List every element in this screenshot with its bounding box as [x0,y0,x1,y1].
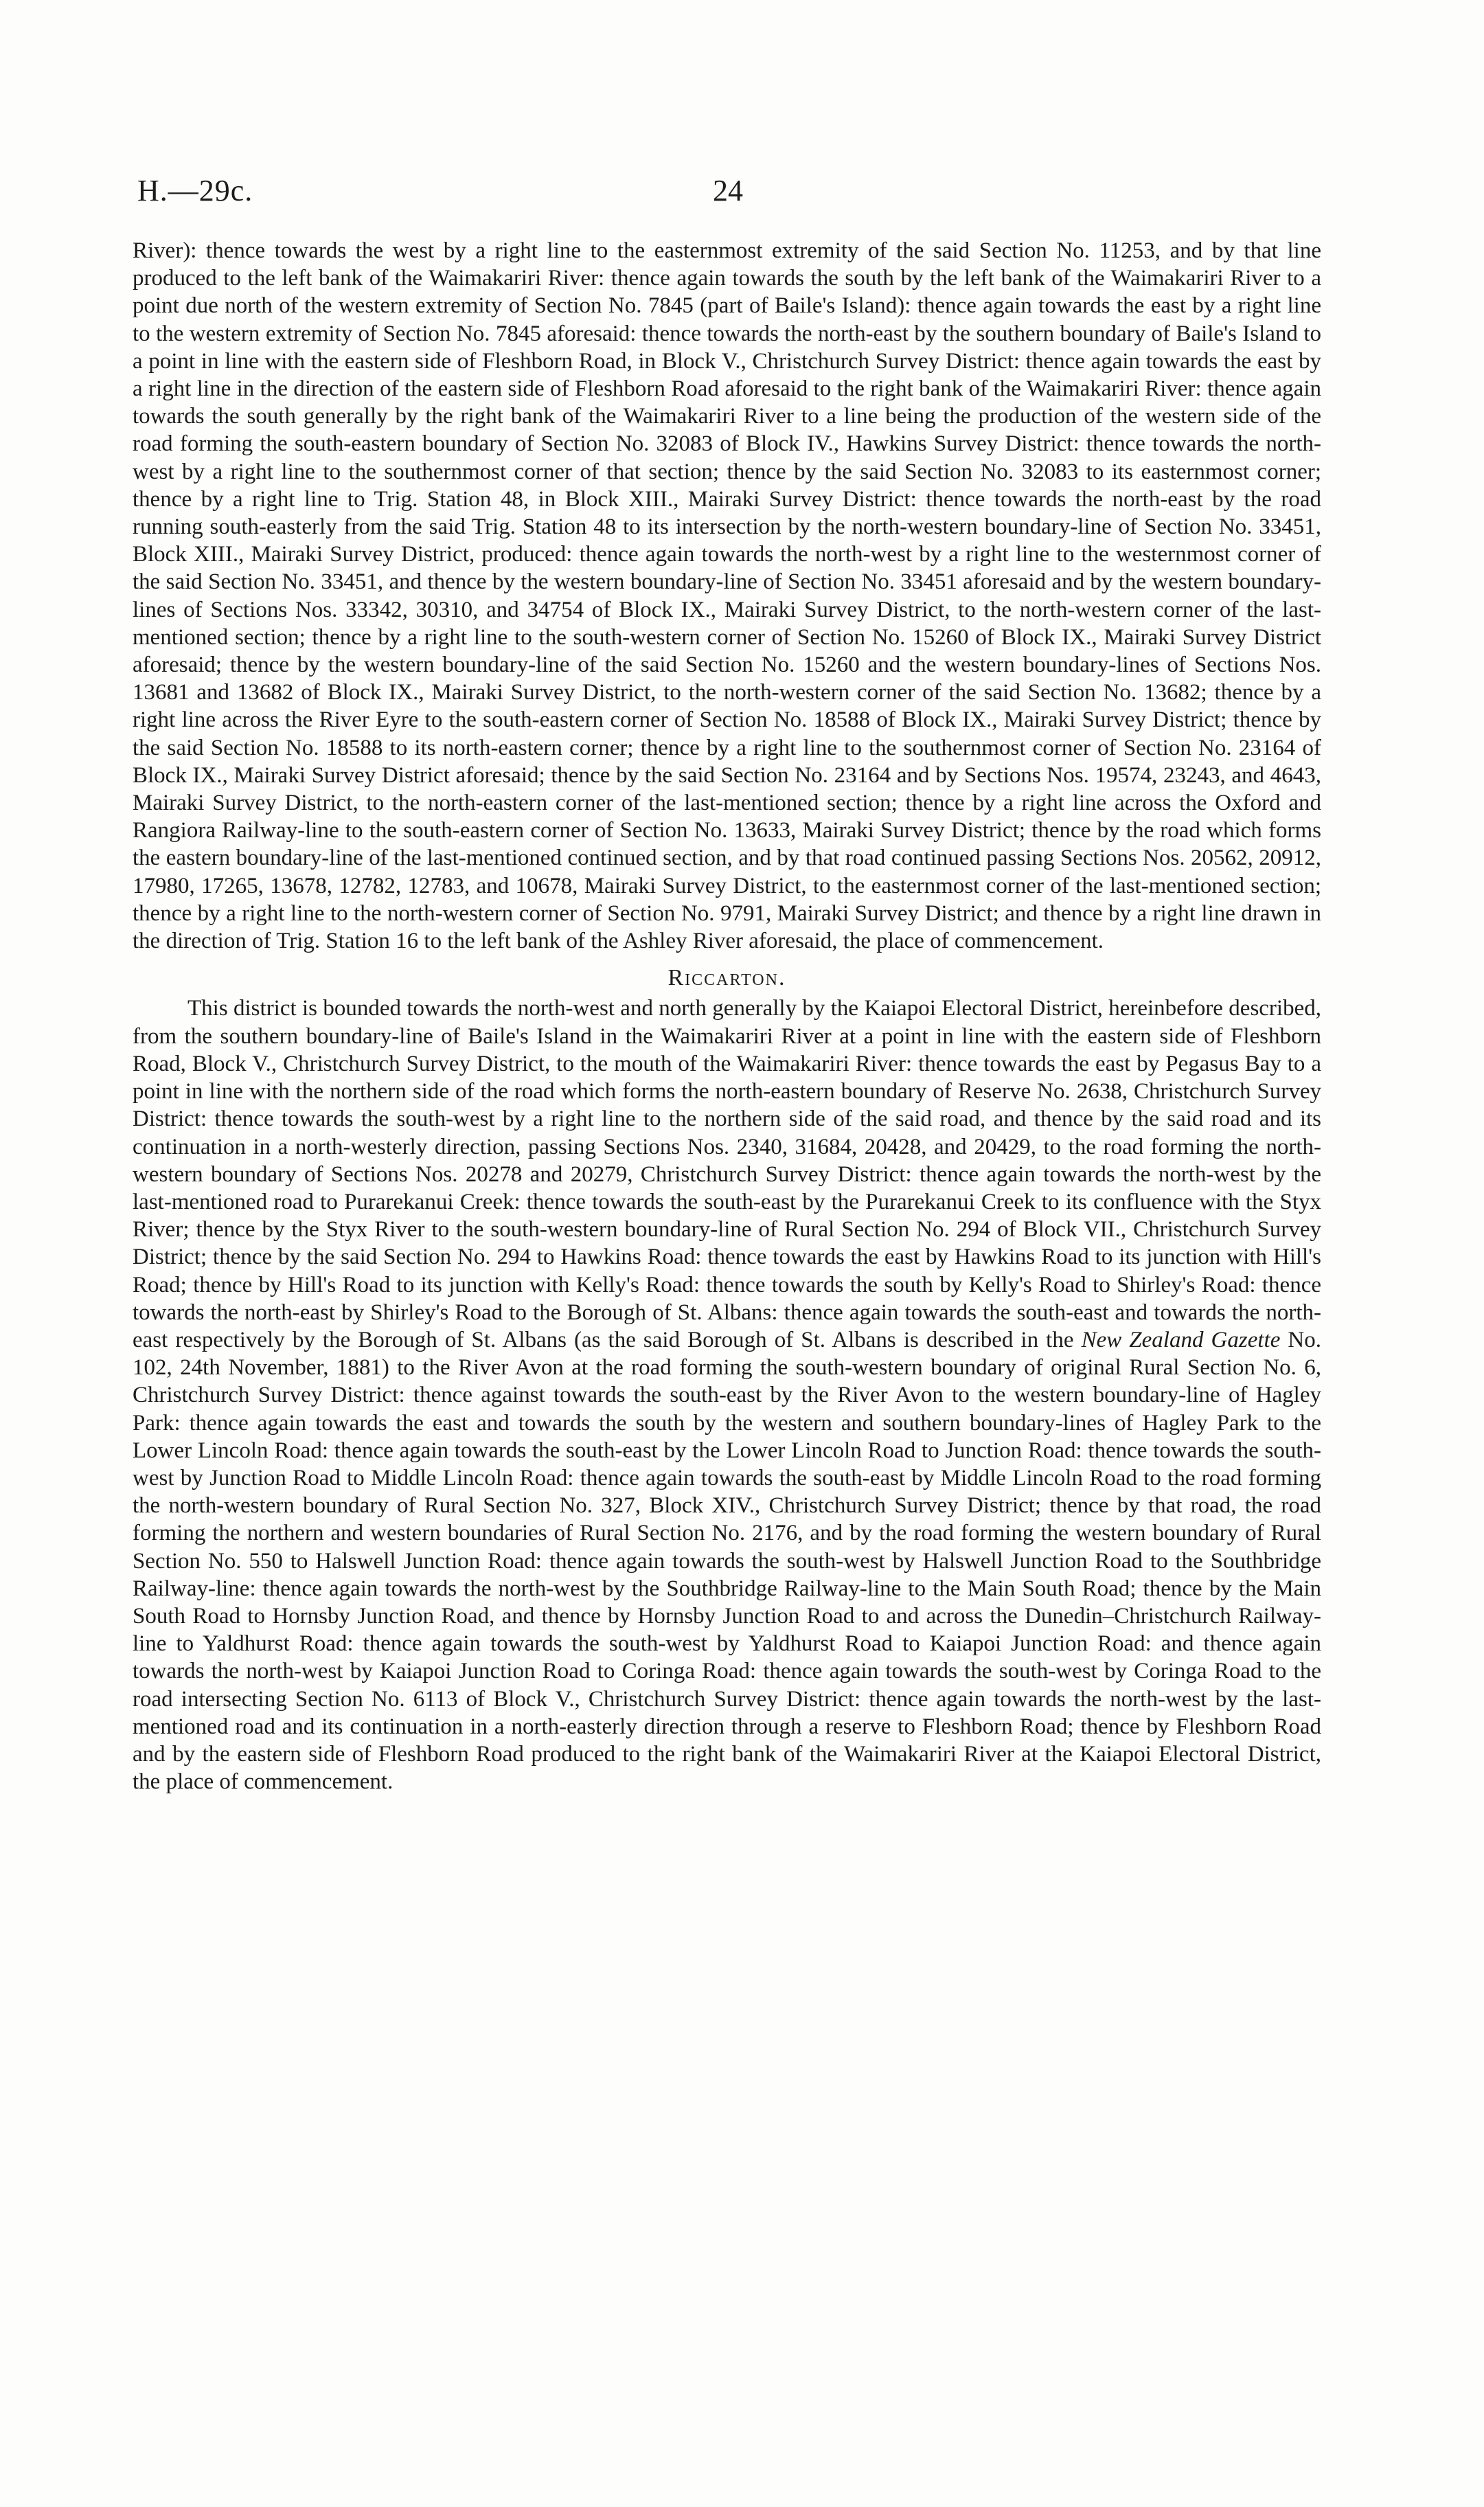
gazette-name: New Zealand Gazette [1081,1327,1281,1352]
page-header [137,173,1319,214]
page-body [133,237,1321,1795]
document-id: H.—29c. [137,174,253,207]
page-number: 24 [713,174,743,207]
riccarton-text-part-1: This district is bounded towards the north-west and north generally by the Kaiapoi Electoral District, hereinbefore described, from the southern boundary-line of Baile's Island in the Waimakariri River at a point in line with the eastern side of Fleshborn Road, Block V., Christchurch Survey District, to the mouth of the Waimakariri River: thence towards the east by Pegasus Bay to a point in line with the northern side of the road which forms the north-eastern boundary of Reserve No. 2638, Christchurch Survey District: thence towards the south-west by a right line to the northern side of the said road, and thence by the said road and its continuation in a north-westerly direction, passing Sections Nos. 2340, 31684, 20428, and 20429, to the road forming the north-western boundary of Sections Nos. 20278 and 20279, Christchurch Survey District: thence again towards the north-west by the last-mentioned road to Purarekanui Creek: thence towards the south-east by the Purarekanui Creek to its confluence with the Styx River; thence by the Styx River to the south-western boundary-line of Rural Section No. 294 of Block VII., Christchurch Survey District; thence by the said Section No. 294 to Hawkins Road: thence towards the east by Hawkins Road to its junction with Hill's Road; thence by Hill's Road to its junction with Kelly's Road: thence towards the south by Kelly's Road to Shirley's Road: thence towards the north-east by Shirley's Road to the Borough of St. Albans: thence again towards the south-east and towards the north-east respectively by the Borough of St. Albans (as the said Borough of St. Albans is described in the [133,996,1321,1352]
riccarton-paragraph [133,995,1321,1795]
section-heading-riccarton: Riccarton. [667,965,786,991]
continuation-paragraph: River): thence towards the west by a right line to the easternmost extremity of the said Section No. 11253, and by that line produced to the left bank of the Waimakariri River: thence again towards the south by the left bank of the Waimakariri River to a point due north of the western extremity of Section No. 7845 (part of Baile's Island): thence again towards the east by a right line to the western extremity of Section No. 7845 aforesaid: thence towards the north-east by the southern boundary of Baile's Island to a point in line with the eastern side of Fleshborn Road, in Block V., Christchurch Survey District: thence again towards the east by a right line in the direction of the eastern side of Fleshborn Road aforesaid to the right bank of the Waimakariri River: thence again towards the south generally by the right bank of the Waimakariri River to a line being the production of the western side of the road forming the south-eastern boundary of Section No. 32083 of Block IV., Hawkins Survey District: thence towards the north-west by a right line to the southernmost corner of that section; thence by the said Section No. 32083 to its easternmost corner; thence by a right line to Trig. Station 48, in Block XIII., Mairaki Survey District: thence towards the north-east by the road running south-easterly from the said Trig. Station 48 to its intersection by the north-western boundary-line of Section No. 33451, Block XIII., Mairaki Survey District, produced: thence again towards the north-west by a right line to the westernmost corner of the said Section No. 33451, and thence by the western boundary-line of Section No. 33451 aforesaid and by the western boundary-lines of Sections Nos. 33342, 30310, and 34754 of Block IX., Mairaki Survey District, to the north-western corner of the last-mentioned section; thence by a right line to the south-western corner of Section No. 15260 of Block IX., Mairaki Survey District aforesaid; thence by the western boundary-line of the said Section No. 15260 and the western boundary-lines of Sections Nos. 13681 and 13682 of Block IX., Mairaki Survey District, to the north-western corner of the said Section No. 13682; thence by a right line across the River Eyre to the south-eastern corner of Section No. 18588 of Block IX., Mairaki Survey District; thence by the said Section No. 18588 to its north-eastern corner; thence by a right line to the southernmost corner of Section No. 23164 of Block IX., Mairaki Survey District aforesaid; thence by the said Section No. 23164 and by Sections Nos. 19574, 23243, and 4643, Mairaki Survey District, to the north-eastern corner of the last-mentioned section; thence by a right line across the Oxford and Rangiora Railway-line to the south-eastern corner of Section No. 13633, Mairaki Survey District; thence by the road which forms the eastern boundary-line of the last-mentioned continued section, and by that road continued passing Sections Nos. 20562, 20912, 17980, 17265, 13678, 12782, 12783, and 10678, Mairaki Survey District, to the easternmost corner of the last-mentioned section; thence by a right line to the north-western corner of Section No. 9791, Mairaki Survey District; and thence by a right line drawn in the direction of Trig. Station 16 to the left bank of the Ashley River aforesaid, the place of commencement. [133,238,1321,954]
riccarton-text-part-2: No. 102, 24th November, 1881) to the River Avon at the road forming the south-western boundary of original Rural Section No. 6, Christchurch Survey District: thence against towards the south-east by the River Avon to the western boundary-line of Hagley Park: thence again towards the east and towards the south by the western and southern boundary-lines of Hagley Park to the Lower Lincoln Road: thence again towards the south-east by the Lower Lincoln Road to Junction Road: thence towards the south-west by Junction Road to Middle Lincoln Road: thence again towards the south-east by Middle Lincoln Road to the road forming the north-western boundary of Rural Section No. 327, Block XIV., Christchurch Survey District; thence by that road, the road forming the northern and western boundaries of Rural Section No. 2176, and by the road forming the western boundary of Rural Section No. 550 to Halswell Junction Road: thence again towards the south-west by Halswell Junction Road to the Southbridge Railway-line: thence again towards the north-west by the Southbridge Railway-line to the Main South Road; thence by the Main South Road to Hornsby Junction Road, and thence by Hornsby Junction Road to and across the Dunedin–Christchurch Railway-line to Yaldhurst Road: thence again towards the south-west by Yaldhurst Road to Kaiapoi Junction Road: and thence again towards the north-west by Kaiapoi Junction Road to Coringa Road: thence again towards the south-west by Coringa Road to the road intersecting Section No. 6113 of Block V., Christchurch Survey District: thence again towards the north-west by the last-mentioned road and its continuation in a north-easterly direction through a reserve to Fleshborn Road; thence by Fleshborn Road and by the eastern side of Fleshborn Road produced to the right bank of the Waimakariri River at the Kaiapoi Electoral District, the place of commencement. [133,1327,1322,1795]
